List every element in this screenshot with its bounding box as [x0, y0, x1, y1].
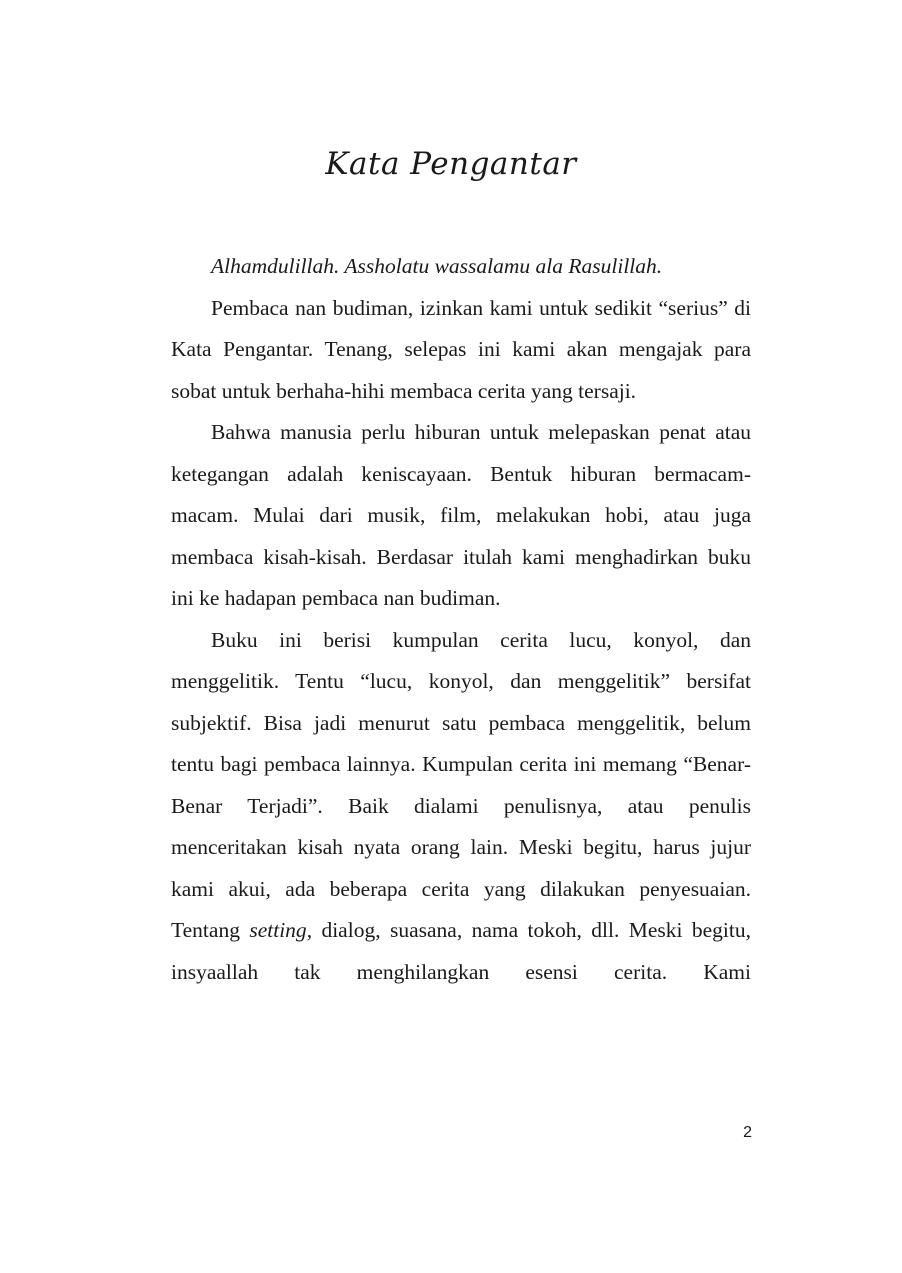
paragraph-text-before: Buku ini berisi kumpulan cerita lucu, konyol, dan menggelitik. Tentu “lucu, konyol, dan menggelitik” bersifat subjektif. Bisa jadi menurut satu pembaca menggelitik, belum tentu bagi pembaca lainnya. Kumpulan cerita ini memang “Benar-Benar Terjadi”. Baik dialami penulisnya, atau penulis menceritakan kisah nyata orang lain. Meski begitu, harus jujur kami akui, ada beberapa cerita yang dilakukan penyesuaian. Tentang: [171, 627, 751, 942]
page-number: 2: [743, 1124, 752, 1141]
paragraph-text-after: , dialog, suasana, nama tokoh, dll. Meski begitu, insyaallah tak menghilangkan esensi cerita. Kami: [171, 918, 751, 984]
italic-term: setting: [249, 918, 307, 942]
paragraph-intro: Pembaca nan budiman, izinkan kami untuk sedikit “serius” di Kata Pengantar. Tenang, selepas ini kami akan mengajak para sobat untuk berhaha-hihi membaca cerita yang tersaji.: [171, 295, 751, 403]
paragraph-book-contents: [171, 620, 751, 994]
body-text: [171, 246, 751, 993]
paragraph-entertainment: Bahwa manusia perlu hiburan untuk melepaskan penat atau ketegangan adalah keniscayaan. Bentuk hiburan bermacam-macam. Mulai dari musik, film, melakukan hobi, atau juga membaca kisah-kisah. Berdasar itulah kami menghadirkan buku ini ke hadapan pembaca nan budiman.: [171, 420, 751, 610]
opening-greeting: Alhamdulillah. Assholatu wassalamu ala Rasulillah.: [211, 254, 663, 278]
page-title: Kata Pengantar: [325, 146, 577, 182]
